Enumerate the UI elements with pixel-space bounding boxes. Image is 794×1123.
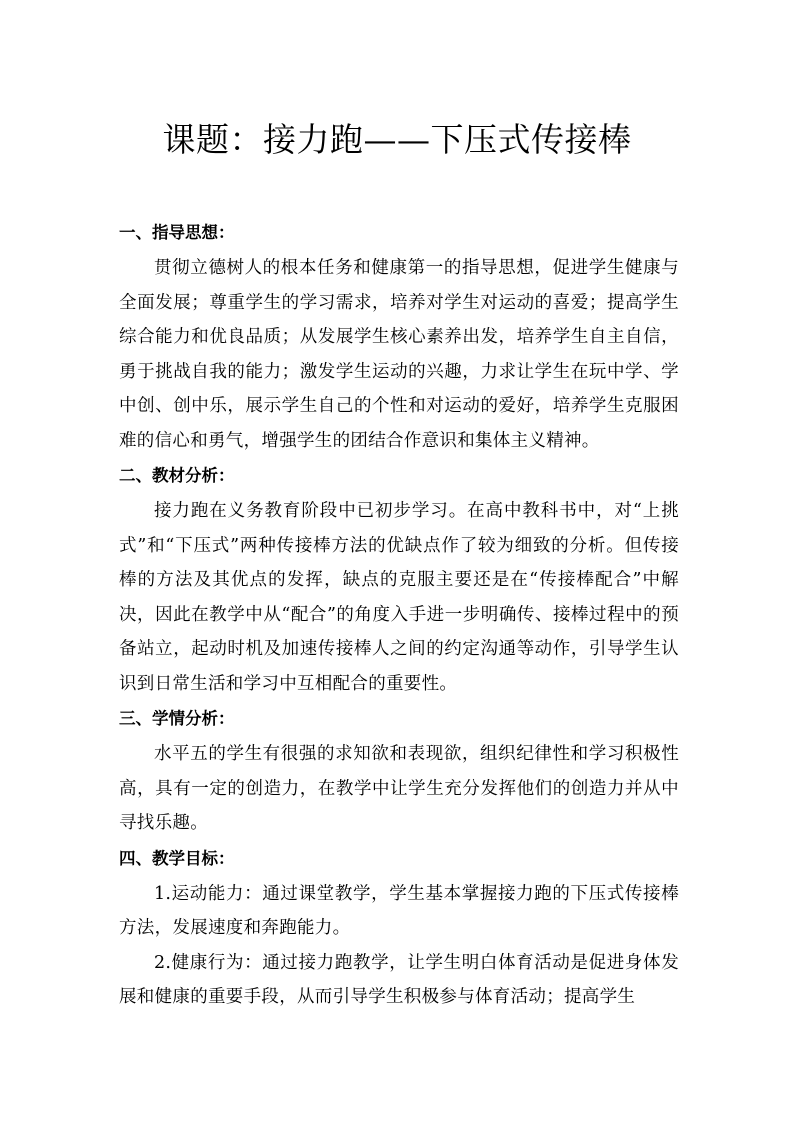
document-title: 课题：接力跑——下压式传接棒 <box>162 120 632 159</box>
section-guiding-ideology <box>119 215 679 458</box>
section-material-analysis <box>119 458 679 701</box>
section-heading: 一、指导思想： <box>119 223 235 242</box>
objective-item: 1.运动能力：通过课堂教学，学生基本掌握接力跑的下压式传接棒方法，发展速度和奔跑能力。 <box>119 883 679 938</box>
section-student-analysis <box>119 701 679 841</box>
section-paragraph: 贯彻立德树人的根本任务和健康第一的指导思想，促进学生健康与全面发展；尊重学生的学习需求，培养对学生对运动的喜爱；提高学生综合能力和优良品质；从发展学生核心素养出发，培养学生自主自信，勇于挑战自我的能力；激发学生运动的兴趣，力求让学生在玩中学、学中创、创中乐，展示学生自己的个性和对运动的爱好，培养学生克服困难的信心和勇气，增强学生的团结合作意识和集体主义精神。 <box>119 258 679 451</box>
section-teaching-objectives <box>119 841 679 1015</box>
objective-item: 2.健康行为：通过接力跑教学，让学生明白体育活动是促进身体发展和健康的重要手段，从而引导学生积极参与体育活动；提高学生 <box>119 952 679 1007</box>
section-paragraph: 接力跑在义务教育阶段中已初步学习。在高中教科书中，对“上挑式”和“下压式”两种传接棒方法的优缺点作了较为细致的分析。但传接棒的方法及其优点的发挥，缺点的克服主要还是在“传接棒配合”中解决，因此在教学中从“配合”的角度入手进一步明确传、接棒过程中的预备站立，起动时机及加速传接棒人之间的约定沟通等动作，引导学生认识到日常生活和学习中互相配合的重要性。 <box>119 501 679 694</box>
document-body <box>119 215 679 1015</box>
section-heading: 二、教材分析： <box>119 466 235 485</box>
section-heading: 三、学情分析： <box>119 709 235 728</box>
section-heading: 四、教学目标： <box>119 848 235 868</box>
section-paragraph: 水平五的学生有很强的求知欲和表现欲，组织纪律性和学习积极性高，具有一定的创造力，在教学中让学生充分发挥他们的创造力并从中寻找乐趣。 <box>119 744 679 833</box>
